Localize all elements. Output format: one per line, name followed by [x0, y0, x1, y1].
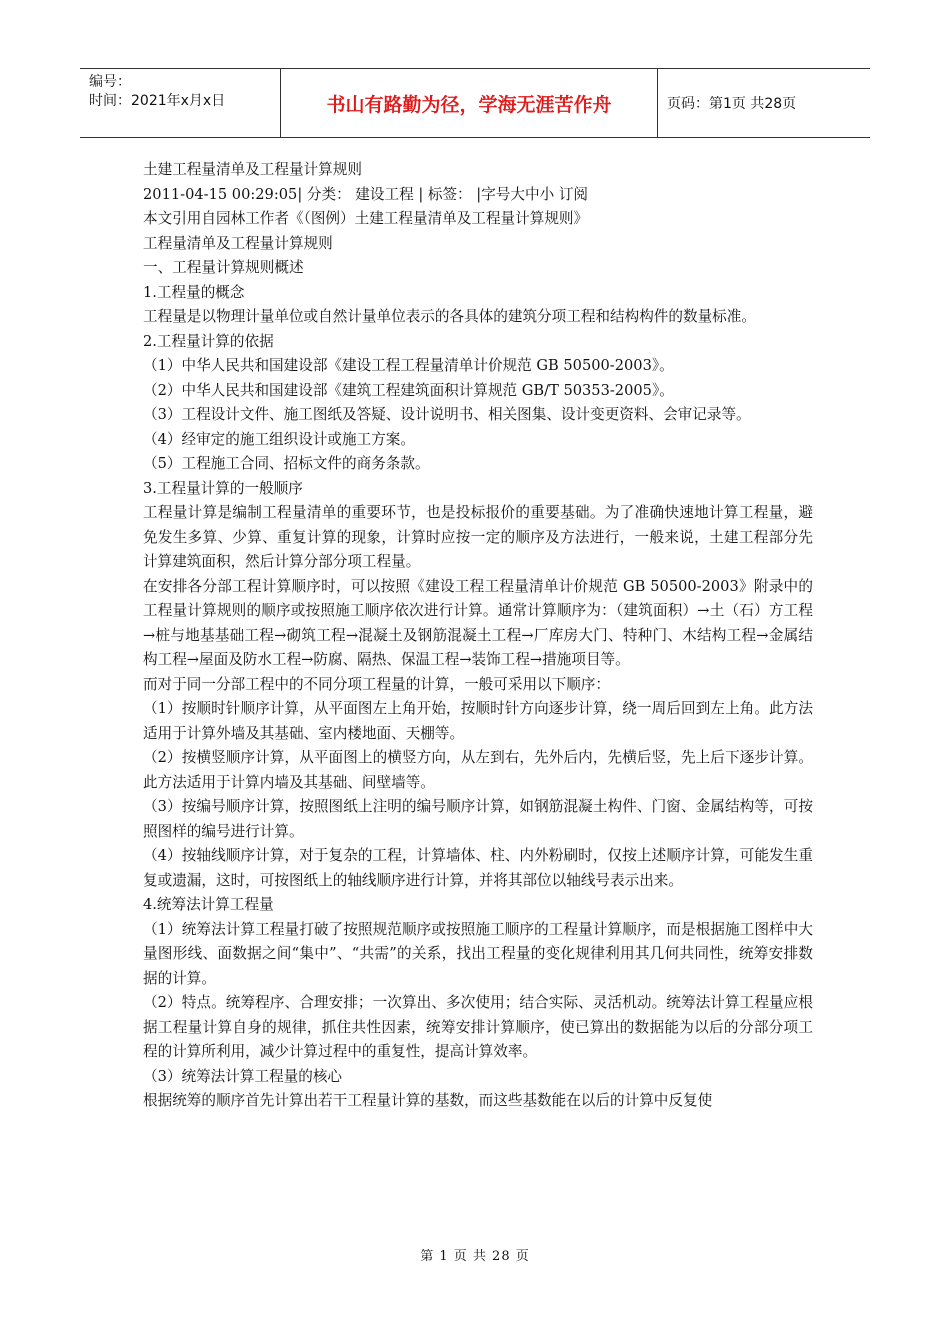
paragraph: 而对于同一分部工程中的不同分项工程量的计算，一般可采用以下顺序： — [143, 675, 611, 693]
source-citation: 本文引用自园林工作者《（图例）土建工程量清单及工程量计算规则》 — [143, 210, 589, 227]
list-item: （5）工程施工合同、招标文件的商务条款。 — [143, 455, 430, 472]
heading-overall-method: 4.统筹法计算工程量 — [143, 896, 274, 913]
section-title: 工程量清单及工程量计算规则 — [143, 234, 333, 252]
document-body — [143, 158, 813, 1114]
heading-overview: 一、工程量计算规则概述 — [143, 259, 304, 276]
paragraph: 工程量计算是编制工程量清单的重要环节，也是投标报价的重要基础。为了准确快速地计算工程量，避免发生多算、少算、重复计算的现象，计算时应按一定的顺序及方法进行，一般来说，土建工程部分先计算建筑面积，然后计算分部分项工程量。 — [143, 504, 813, 570]
header-left-cell — [80, 69, 280, 137]
paragraph: 工程量是以物理计量单位或自然计量单位表示的各具体的建筑分项工程和结构构件的数量标准。 — [143, 308, 756, 325]
header-motto: 书山有路勤为径，学海无涯苦作舟 — [280, 69, 658, 137]
list-item: （1）中华人民共和国建设部《建设工程工程量清单计价规范 GB 50500-2003》。 — [143, 357, 674, 374]
paragraph: 在安排各分部工程计算顺序时，可以按照《建设工程工程量清单计价规范 GB 50500-2003》附录中的工程量计算规则的顺序或按照施工顺序依次进行计算。通常计算顺序为：（建筑面积）→土（石）方工程→桩与地基基础工程→砌筑工程→混凝土及钢筋混凝土工程→厂库房大门、特种门、木结构工程→金属结构工程→屋面及防水工程→防腐、隔热、保温工程→装饰工程→措施项目等。 — [143, 577, 813, 668]
page-header — [80, 68, 870, 138]
header-page-info: 页码：第1页 共28页 — [667, 96, 797, 112]
list-item: （1）统筹法计算工程量打破了按照规范顺序或按照施工顺序的工程量计算顺序，而是根据施工图样中大量图形线、面数据之间“集中”、“共需”的关系，找出工程量的变化规律利用其几何共同性，统筹安排数据的计算。 — [143, 920, 813, 987]
list-item: （2）中华人民共和国建设部《建筑工程建筑面积计算规范 GB/T 50353-2005》。 — [143, 381, 674, 399]
document-number-label: 编号： — [89, 74, 131, 90]
heading-basis: 2.工程量计算的依据 — [143, 332, 274, 350]
heading-concept: 1.工程量的概念 — [143, 283, 245, 301]
list-item: （2）特点。统筹程序、合理安排；一次算出、多次使用；结合实际、灵活机动。统筹法计算工程量应根据工程量计算自身的规律，抓住共性因素，统筹安排计算顺序，使已算出的数据能为以后的分部分项工程的计算所利用，减少计算过程中的重复性，提高计算效率。 — [143, 994, 813, 1060]
page-footer: 第 1 页 共 28 页 — [420, 1249, 530, 1264]
list-item: （1）按顺时针顺序计算，从平面图左上角开始，按顺时针方向逐步计算，绕一周后回到左上角。此方法适用于计算外墙及其基础、室内楼地面、天棚等。 — [143, 700, 813, 742]
list-item: （4）按轴线顺序计算，对于复杂的工程，计算墙体、柱、内外粉刷时，仅按上述顺序计算，可能发生重复或遗漏，这时，可按图纸上的轴线顺序进行计算，并将其部位以轴线号表示出来。 — [143, 847, 813, 889]
paragraph: 根据统筹的顺序首先计算出若干工程量计算的基数，而这些基数能在以后的计算中反复使 — [143, 1092, 713, 1109]
list-item: （2）按横竖顺序计算，从平面图上的横竖方向，从左到右，先外后内，先横后竖，先上后下逐步计算。此方法适用于计算内墙及其基础、间壁墙等。 — [143, 749, 813, 791]
heading-order: 3.工程量计算的一般顺序 — [143, 479, 303, 497]
document-date-label: 时间：2021年x月x日 — [89, 93, 226, 109]
list-item: （3）统筹法计算工程量的核心 — [143, 1067, 343, 1085]
document-title: 土建工程量清单及工程量计算规则 — [143, 161, 362, 178]
list-item: （3）工程设计文件、施工图纸及答疑、设计说明书、相关图集、设计变更资料、会审记录等。 — [143, 406, 751, 423]
list-item: （4）经审定的施工组织设计或施工方案。 — [143, 430, 415, 448]
list-item: （3）按编号顺序计算，按照图纸上注明的编号顺序计算，如钢筋混凝土构件、门窗、金属结构等，可按照图样的编号进行计算。 — [143, 798, 813, 840]
post-meta: 2011-04-15 00:29:05| 分类： 建设工程 | 标签： |字号大中小 订阅 — [143, 185, 589, 203]
